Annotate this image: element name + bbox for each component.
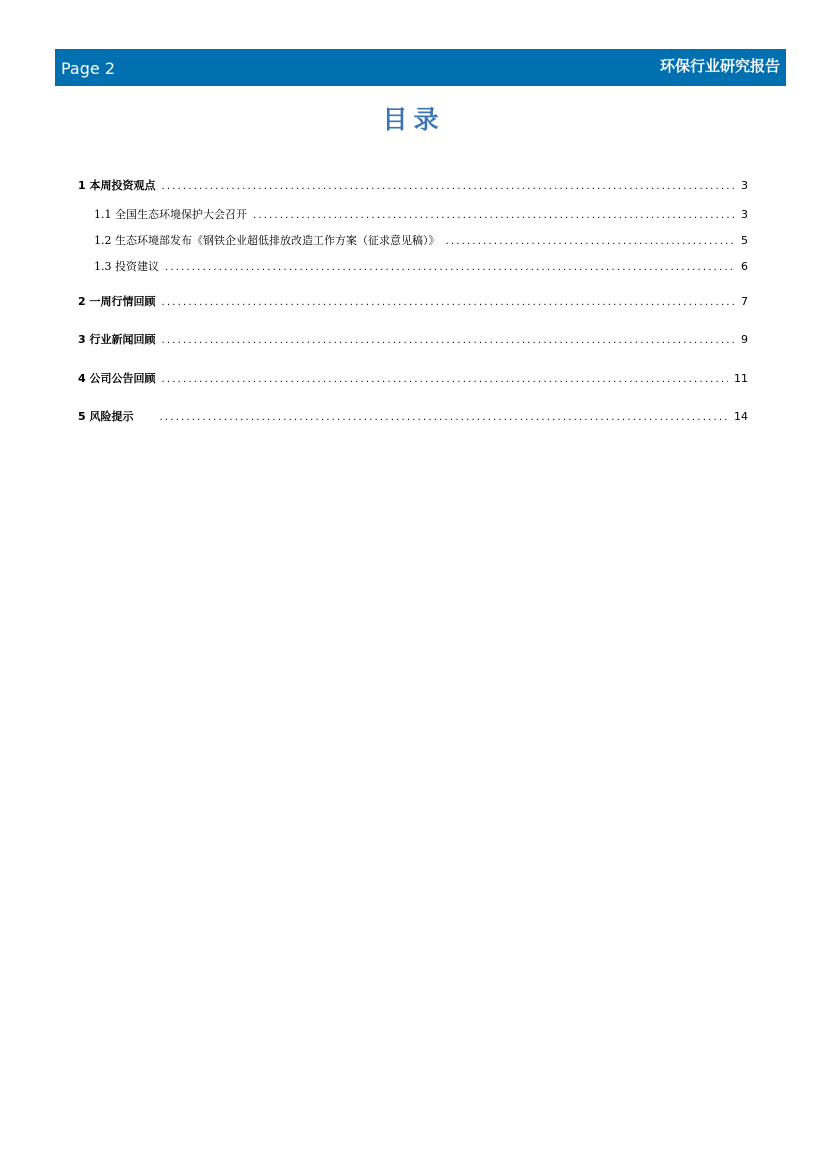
toc-entry[interactable] bbox=[94, 232, 748, 250]
page-number: Page 2 bbox=[61, 59, 115, 78]
toc-entry-page: 3 bbox=[741, 208, 748, 221]
toc-entry-label: 2 一周行情回顾 bbox=[78, 295, 156, 308]
toc-leader-dots bbox=[165, 259, 735, 277]
toc-entry-page: 7 bbox=[741, 295, 748, 308]
toc-entry-label: 1 本周投资观点 bbox=[78, 179, 156, 192]
toc-entry[interactable] bbox=[78, 331, 748, 349]
toc-entry-label: 5 风险提示 bbox=[78, 410, 134, 423]
toc-leader-dots bbox=[159, 409, 728, 427]
toc-entry-label: 3 行业新闻回顾 bbox=[78, 333, 156, 346]
toc-entry-page: 9 bbox=[741, 333, 748, 346]
toc-entry-page: 6 bbox=[741, 260, 748, 273]
toc-leader-dots bbox=[161, 332, 735, 350]
toc-heading: 目录 bbox=[382, 105, 445, 134]
toc-entry[interactable] bbox=[78, 408, 748, 426]
toc-entry-label: 4 公司公告回顾 bbox=[78, 372, 156, 385]
toc-entry-label: 1.2 生态环境部发布《钢铁企业超低排放改造工作方案（征求意见稿）》 bbox=[94, 234, 440, 247]
toc-leader-dots bbox=[253, 207, 735, 225]
toc-leader-dots bbox=[161, 294, 735, 312]
toc-leader-dots bbox=[161, 371, 728, 389]
toc-entry-page: 5 bbox=[741, 234, 748, 247]
header-bar bbox=[55, 49, 786, 86]
toc-entry-page: 14 bbox=[734, 410, 748, 423]
toc-entry[interactable] bbox=[78, 293, 748, 311]
report-title: 环保行业研究报告 bbox=[659, 57, 780, 75]
toc-entry-page: 11 bbox=[734, 372, 748, 385]
toc-entry[interactable] bbox=[94, 206, 748, 224]
toc-entry[interactable] bbox=[78, 177, 748, 195]
toc-entry-page: 3 bbox=[741, 179, 748, 192]
toc-entry-label: 1.3 投资建议 bbox=[94, 260, 159, 273]
toc-entry[interactable] bbox=[78, 370, 748, 388]
toc-entry-label: 1.1 全国生态环境保护大会召开 bbox=[94, 208, 247, 221]
toc-leader-dots bbox=[446, 233, 736, 251]
toc-entry[interactable] bbox=[94, 258, 748, 276]
toc-leader-dots bbox=[161, 178, 735, 196]
